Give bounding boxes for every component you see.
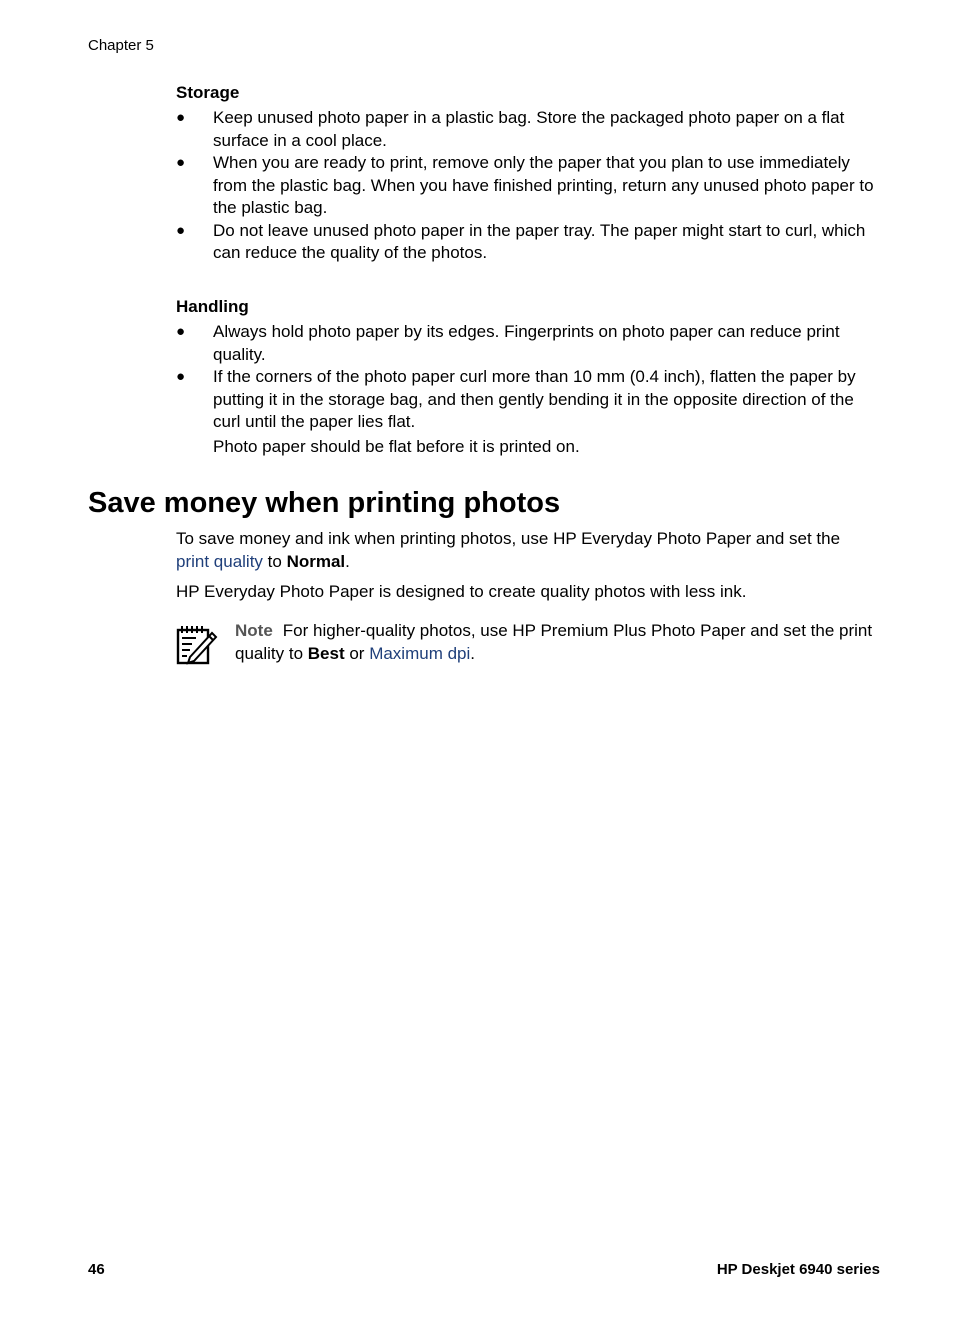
list-item [176, 152, 882, 220]
note-mid: or [344, 643, 370, 663]
bullet-icon: ● [176, 368, 186, 385]
list-item-text: Keep unused photo paper in a plastic bag. Store the packaged photo paper on a flat surface in a cool place. [213, 108, 845, 150]
list-item [176, 107, 882, 152]
intro-end: . [345, 551, 350, 571]
bullet-icon: ● [176, 154, 186, 171]
intro-paragraph [176, 528, 882, 573]
list-item [176, 321, 882, 366]
list-item [176, 366, 882, 434]
bullet-icon: ● [176, 221, 186, 239]
page-number: 46 [88, 1261, 105, 1278]
best-setting: Best [307, 643, 345, 663]
note-label: Note [235, 621, 273, 640]
storage-heading: Storage [176, 83, 240, 102]
section-title: Save money when printing photos [88, 487, 561, 519]
list-item-text: If the corners of the photo paper curl more than 10 mm (0.4 inch), flatten the paper by putting it in the storage bag, and then gently bending it in the opposite direction of the curl until the paper lies flat. [213, 367, 856, 431]
product-name: HP Deskjet 6940 series [716, 1261, 880, 1278]
normal-setting: Normal [286, 551, 346, 571]
handling-section [176, 296, 882, 458]
list-item-text: When you are ready to print, remove only the paper that you plan to use immediately from the plastic bag. When you have finished printing, return any unused photo paper to the plastic bag. [213, 153, 874, 217]
storage-list [176, 107, 882, 265]
note-end: . [470, 643, 476, 663]
list-item-text: Do not leave unused photo paper in the paper tray. The paper might start to curl, which can reduce the quality of the photos. [213, 220, 866, 262]
handling-followup: Photo paper should be flat before it is printed on. [213, 436, 580, 456]
intro-text: To save money and ink when printing photos, use HP Everyday Photo Paper and set the [176, 529, 841, 548]
list-item [176, 220, 882, 265]
note-icon [176, 624, 218, 666]
print-quality-link[interactable]: print quality [176, 551, 263, 571]
handling-list [176, 321, 882, 434]
note-text [235, 620, 882, 665]
note-body: For higher-quality photos, use HP Premium Plus Photo Paper and set the print quality to [235, 621, 873, 663]
bullet-icon: ● [176, 323, 186, 340]
bullet-icon: ● [176, 109, 186, 126]
intro-mid: to [262, 551, 287, 571]
section-body [176, 528, 882, 604]
everyday-paper-paragraph: HP Everyday Photo Paper is designed to create quality photos with less ink. [176, 582, 747, 601]
maximum-dpi-link[interactable]: Maximum dpi [369, 643, 471, 663]
handling-heading: Handling [176, 297, 249, 316]
storage-section [176, 82, 882, 265]
list-item-text: Always hold photo paper by its edges. Fingerprints on photo paper can reduce print quality. [213, 322, 840, 364]
chapter-header: Chapter 5 [88, 37, 154, 54]
